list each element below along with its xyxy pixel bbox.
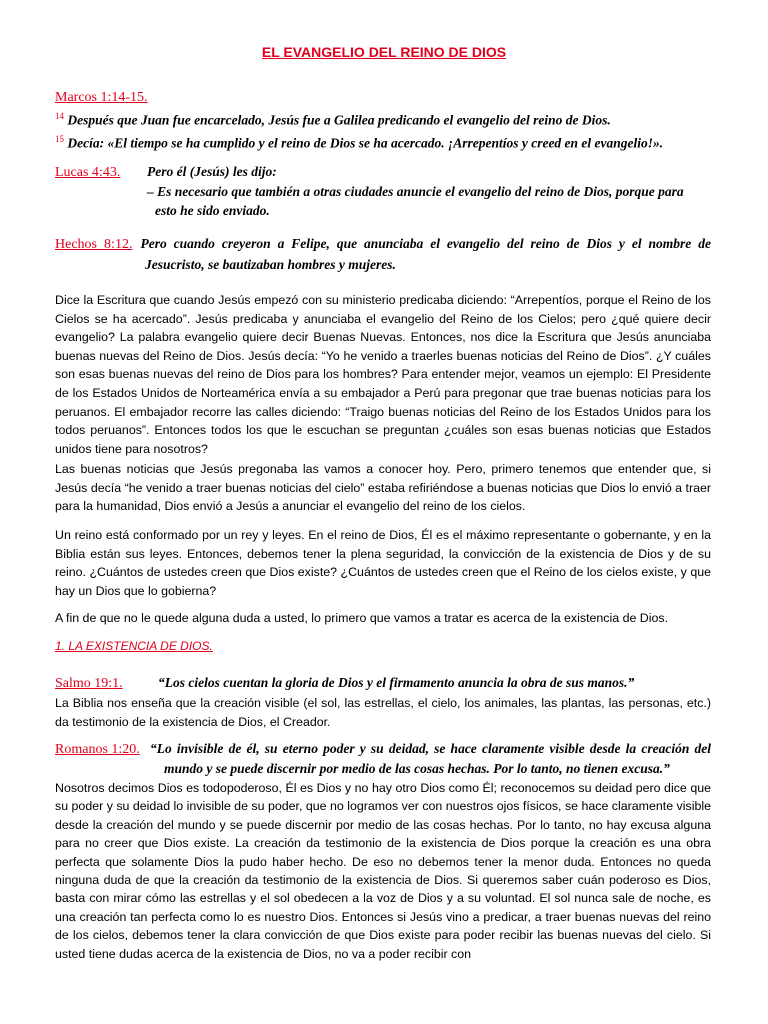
verse-number: 14 xyxy=(55,111,64,121)
verse-text: Después que Juan fue encarcelado, Jesús fue a Galilea predicando el evangelio del reino de Dios. xyxy=(64,112,611,128)
marcos-block xyxy=(55,88,711,152)
document-title: EL EVANGELIO DEL REINO DE DIOS xyxy=(261,44,507,60)
hechos-first-line xyxy=(55,234,711,255)
salmo-first-line xyxy=(55,674,711,693)
hechos-block xyxy=(55,234,711,275)
romanos-text: Nosotros decimos Dios es todopoderoso, Él es Dios y no hay otro Dios como Él; reconocemos su deidad pero dice que su poder y su deidad lo invisible de su poder, que no logramos ver con nuestros ojos físicos, se hace claramente visible desde la creación del mundo y se puede discernir por medio de las cosas hechas. Por lo tanto, no hay excusa alguna para no creer que Dios existe. La creación da testimonio de la existencia de Dios porque la creación es una obra perfecta que solamente Dios la pudo haber hecho. De eso no debemos tener la menor duda. Entonces no queda ninguna duda de que la creación da testimonio de la existencia de Dios. Si queremos saber cuán poderoso es Dios, basta con mirar cómo las estrellas y el sol obedecen a la voz de Dios y a su voluntad. El sol nunca sale de noche, es una creación tan perfecta como lo es nuestro Dios. Entonces si Jesús vino a predicar, a traer buenas nuevas del reino de los cielos, debemos tener la clara convicción de que Dios existe para poder recibir las buenas nuevas del cielo. Si usted tiene dudas acerca de la existencia de Dios, no va a poder recibir con xyxy=(55,781,711,961)
romanos-first-line xyxy=(55,739,711,759)
lucas-line-1: Pero él (Jesús) les dijo: xyxy=(147,164,277,179)
paragraph-2: Las buenas noticias que Jesús pregonaba las vamos a conocer hoy. Pero, primero tenemos que entender que, si Jesús decía “he venido a traer buenas noticias del cielo” estaba refiriéndose a buenas noticias que Dios lo envió a traer para la humanidad, Dios envió a Jesús a anunciar el evangelio del reino de los cielos. xyxy=(55,462,711,514)
hechos-line-1: Pero cuando creyeron a Felipe, que anunciaba el evangelio del reino de Dios y el nombre de xyxy=(140,236,711,251)
romanos-line-2: mundo y se puede discernir por medio de las cosas hechas. Por lo tanto, no tienen excusa.” xyxy=(164,761,670,776)
lucas-first-line xyxy=(55,162,711,182)
paragraph-1: Dice la Escritura que cuando Jesús empezó con su ministerio predicaba diciendo: “Arrepentíos, porque el Reino de los Cielos se ha acercado”. Jesús predicaba y anunciaba el evangelio del Reino de los Cielos; pero ¿qué quiere decir evangelio? La palabra evangelio quiere decir Buenas Nuevas. Entonces, nos dice la Escritura que Jesús anunciaba buenas nuevas del Reino de Dios. Jesús decía: “Yo he venido a traerles buenas noticias del Reino de Dios”. ¿Y cuáles son esas buenas nuevas del reino de Dios para los hombres? Para entender mejor, veamos un ejemplo: El Presidente de los Estados Unidos de Norteamérica envía a su embajador a Perú para pregonar que trae buenas noticias para los peruanos. El embajador recorre las calles diciendo: “Traigo buenas noticias del Reino de los Estados Unidos para los todos peruanos”. Entonces todos los que le escuchan se preguntan ¿cuáles son esas buenas noticias que Estados unidos tiene para nosotros? xyxy=(55,293,711,456)
lucas-ref: Lucas 4:43. xyxy=(55,165,121,180)
hechos-ref: Hechos 8:12. xyxy=(55,237,133,252)
salmo-text: La Biblia nos enseña que la creación visible (el sol, las estrellas, el cielo, los animales, las plantas, las personas, etc.) da testimonio de la existencia de Dios, el Creador. xyxy=(55,696,711,729)
verse-text: Decía: «El tiempo se ha cumplido y el reino de Dios se ha acercado. ¡Arrepentíos y creed en el evangelio!». xyxy=(64,135,664,150)
romanos-block xyxy=(55,739,711,778)
section-heading-existencia: 1. LA EXISTENCIA DE DIOS. xyxy=(55,639,213,653)
marcos-verse-14 xyxy=(55,107,711,130)
salmo-quote: “Los cielos cuentan la gloria de Dios y el firmamento anuncia la obra de sus manos.” xyxy=(158,675,635,690)
hechos-line-2: Jesucristo, se bautizaban hombres y mujeres. xyxy=(145,257,396,272)
marcos-ref: Marcos 1:14-15. xyxy=(55,90,148,105)
salmo-ref: Salmo 19:1. xyxy=(55,676,123,691)
lucas-block xyxy=(55,162,711,220)
verse-number: 15 xyxy=(55,133,64,144)
marcos-verse-15 xyxy=(55,130,711,153)
paragraph-4: A fin de que no le quede alguna duda a usted, lo primero que vamos a tratar es acerca de la existencia de Dios. xyxy=(55,611,669,625)
romanos-ref: Romanos 1:20. xyxy=(55,742,140,757)
lucas-line-2: – Es necesario que también a otras ciudades anuncie el evangelio del reino de Dios, porque para xyxy=(147,184,684,199)
lucas-line-3: esto he sido enviado. xyxy=(155,203,270,218)
salmo-block xyxy=(55,674,711,693)
romanos-line-1: “Lo invisible de él, su eterno poder y su deidad, se hace claramente visible desde la creación del xyxy=(150,741,711,756)
marcos-reference xyxy=(55,88,711,107)
paragraph-3: Un reino está conformado por un rey y leyes. En el reino de Dios, Él es el máximo representante o gobernante, y en la Biblia están sus leyes. Entonces, debemos tener la plena seguridad, la convicción de la existencia de Dios y de su reino. ¿Cuántos de ustedes creen que Dios existe? ¿Cuántos de ustedes creen que el Reino de los cielos existe, y que hay un Dios que lo gobierna? xyxy=(55,528,711,598)
